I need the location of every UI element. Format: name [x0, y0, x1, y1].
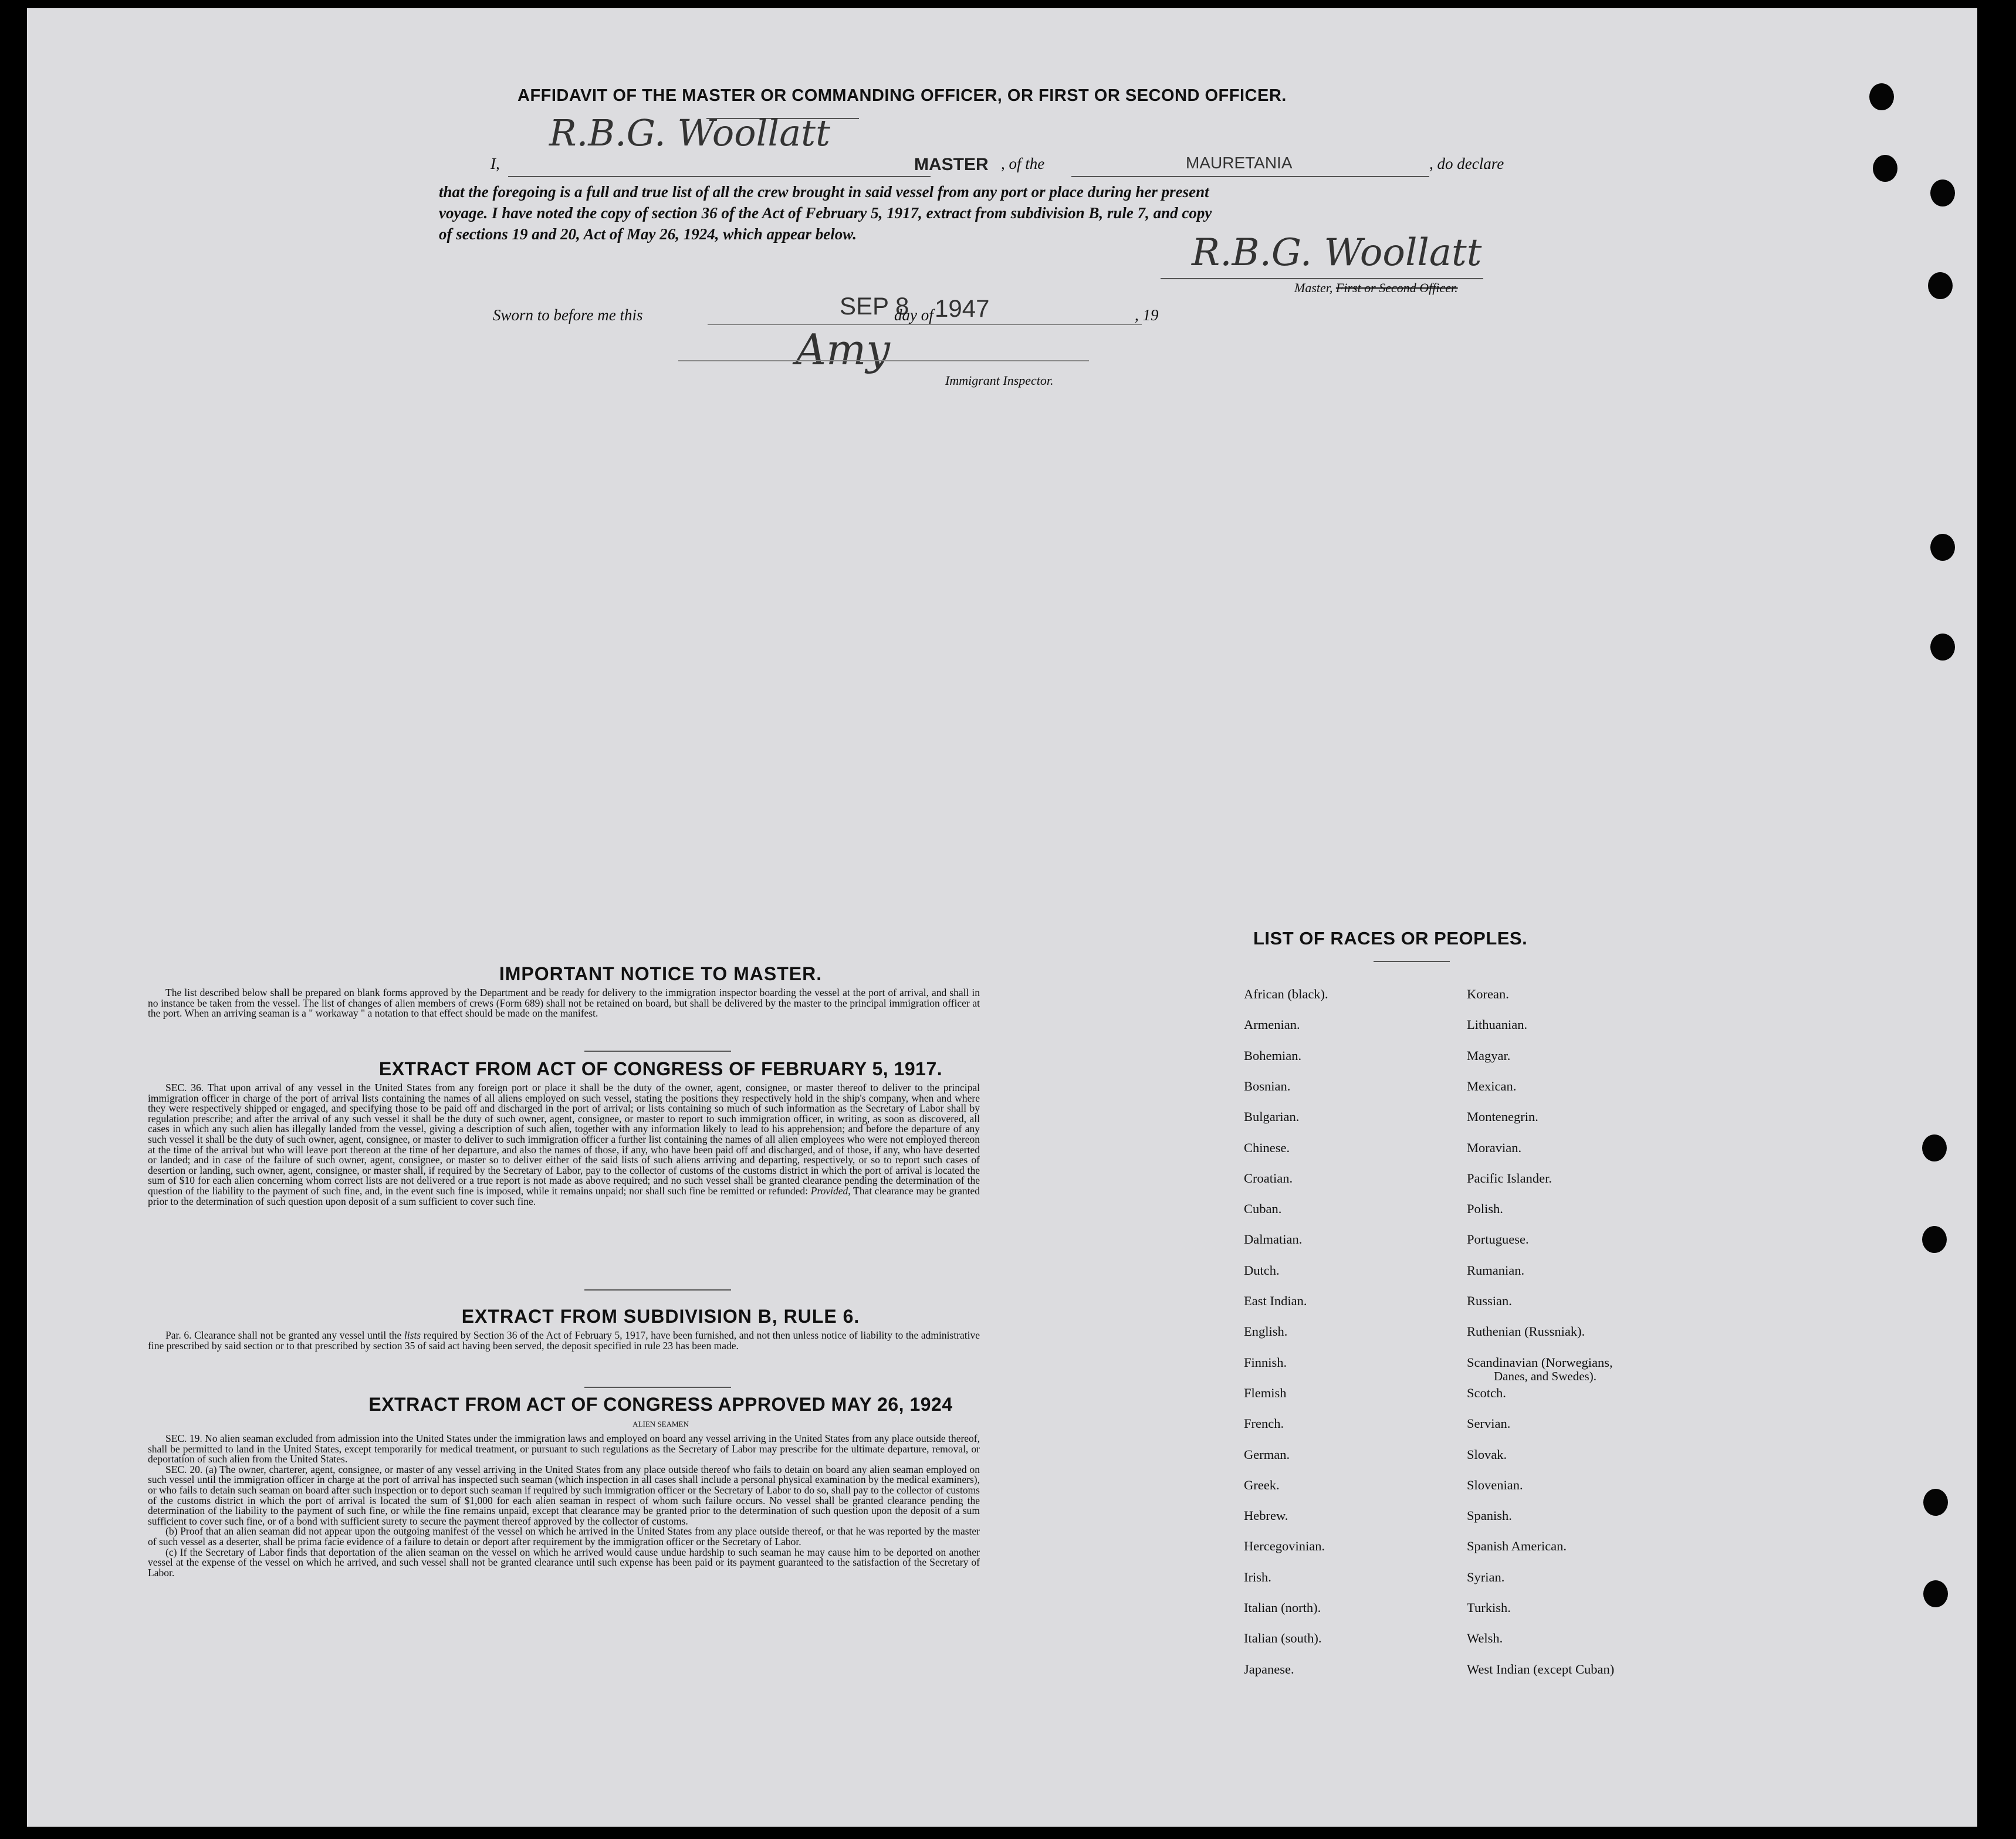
notice-divider: [584, 1051, 731, 1052]
inspector-line: [678, 360, 1089, 361]
race-item-continuation: Danes, and Swedes).: [1494, 1369, 1596, 1383]
race-item: Scandinavian (Norwegians,: [1467, 1354, 1613, 1370]
signature-caption: [1294, 280, 1458, 296]
extract-1924-title: EXTRACT FROM ACT OF CONGRESS APPROVED MAY 26, 1924: [368, 1394, 953, 1415]
race-item: Bosnian.: [1244, 1078, 1291, 1093]
vessel-name: MAURETANIA: [1186, 154, 1293, 172]
year-prefix-label: , 19: [1135, 306, 1159, 324]
extract-1924-block: [148, 1434, 980, 1578]
rule6-title: EXTRACT FROM SUBDIVISION B, RULE 6.: [461, 1306, 860, 1327]
race-item: Dalmatian.: [1244, 1232, 1303, 1247]
race-item: African (black).: [1244, 987, 1328, 1001]
race-item: Rumanian.: [1467, 1262, 1525, 1278]
race-item: Chinese.: [1244, 1140, 1290, 1155]
master-name-line: [508, 176, 931, 177]
race-item: Flemish: [1244, 1385, 1287, 1400]
binder-hole: [1922, 1226, 1947, 1253]
affidavit-heading: AFFIDAVIT OF THE MASTER OR COMMANDING OFFICER, OR FIRST OR SECOND OFFICER.: [517, 86, 1287, 105]
master-name-handwriting: R.B.G. Woollatt: [549, 111, 831, 154]
binder-hole: [1930, 180, 1955, 206]
declaration-line-2: voyage. I have noted the copy of section 36 of the Act of February 5, 1917, extract from subdivision B, rule 7, and copy: [439, 204, 1212, 222]
binder-hole: [1928, 272, 1953, 299]
race-item: Slovak.: [1467, 1447, 1507, 1462]
race-item: Magyar.: [1467, 1048, 1511, 1063]
vessel-line: [1071, 176, 1429, 177]
do-declare-label: , do declare: [1429, 155, 1504, 172]
extract-1917-block: [148, 1083, 980, 1207]
race-item: East Indian.: [1244, 1293, 1307, 1308]
binder-hole: [1930, 534, 1955, 561]
extract-1917-provided: Provided,: [810, 1184, 851, 1197]
race-item: Finnish.: [1244, 1354, 1287, 1370]
race-item: Dutch.: [1244, 1262, 1280, 1278]
signature-caption-master: Master,: [1294, 280, 1333, 295]
binder-hole: [1923, 1580, 1948, 1607]
race-item: Korean.: [1467, 987, 1509, 1001]
races-title-rule: [1374, 961, 1450, 962]
notice-title: IMPORTANT NOTICE TO MASTER.: [499, 963, 823, 984]
signature-caption-struck: First or Second Officer.: [1335, 280, 1458, 295]
extract-1917-text-a: SEC. 36. That upon arrival of any vessel in the United States from any foreign port or place it shall be the duty of the owner, agent, consignee, or master thereof to deliver to the principal immigration officer in charge of the port of arrival lists containing the names of all aliens employed on such vessel, stating the positions they respectively hold in the ship's company, when and where they were respectively shipped or engaged, and specifying those to be paid off and discharged in the port of arrival; or lists containing so much of such information as the Secretary of Labor shall by regulation prescribe; and after the arrival of any such vessel it shall be the duty of such owner, agent, consignee, or master to report to such immigration officer, in writing, as soon as discovered, all cases in which any such alien has illegally landed from the vessel, giving a description of such alien, together with any information likely to lead to his apprehension; and before the departure of any such vessel it shall be the duty of such owner, agent, consignee, or master to deliver to such immigration officer a further list containing the names of all alien employees who were not employed thereon at the time of the arrival but who will leave port thereon at the time of her departure, and also the names of those, if any, who have been paid off and discharged, and of those, if any, who have deserted or landed; and in case of the failure of such owner, agent, consignee, or master so to deliver either of the said lists of such aliens arriving and departing, respectively, or so to report such cases of desertion or landing, such owner, agent, consignee, or master shall, if required by the Secretary of Labor, pay to the collector of customs of the customs district in which the port of arrival is located the sum of $10 for each alien concerning whom correct lists are not delivered or a true report is not made as above required; and no such vessel shall be granted clearance pending the determination of the question of the liability to the payment of such fine, and, in the event such fine is imposed, while it remains unpaid; nor shall such fine be remitted or refunded:: [148, 1082, 980, 1197]
race-item: Pacific Islander.: [1467, 1170, 1552, 1186]
race-item: West Indian (except Cuban): [1467, 1661, 1615, 1677]
affidavit-i-label: I,: [491, 155, 500, 172]
race-item: Syrian.: [1467, 1569, 1505, 1584]
declaration-line-1: that the foregoing is a full and true list of all the crew brought in said vessel from any port or place during her present: [439, 183, 1209, 201]
extract-1917-divider: [584, 1289, 731, 1291]
sec20b-text: (b) Proof that an alien seaman did not appear upon the outgoing manifest of the vessel on which he arrived in the United States from any place outside thereof, or that he was reported by the master of such vessel as a deserter, shall be prima facie evidence of a failure to detain or deport after requirement by the immigration officer or the Secretary of Labor.: [148, 1525, 980, 1547]
race-item: Spanish.: [1467, 1508, 1512, 1523]
rule6-lists: lists: [404, 1329, 421, 1341]
race-item: Ruthenian (Russniak).: [1467, 1324, 1585, 1339]
sec20a-text: SEC. 20. (a) The owner, charterer, agent, consignee, or master of any vessel arriving in the United States from any place outside thereof who fails to detain on board any alien seaman employed on such vessel until the immigration officer in charge at the port of arrival has inspected such seaman (which inspection in all cases shall include a personal physical examination by the medical examiners), or who fails to detain such seaman on board after such inspection or to deport such seaman if required by such immigration officer or the Secretary of Labor to do so, shall pay to the collector of customs of the customs district in which the port of arrival is located the sum of $1,000 for each alien seaman in respect of whom such failure occurs. No vessel shall be granted clearance pending the determination of the liability to the payment of such fine, or while the fine remains unpaid, except that clearance may be granted prior to the determination of such question upon the deposit of a sum sufficient to cover such fine, or of a bond with sufficient surety to secure the payment thereof approved by the collector of customs.: [148, 1463, 980, 1527]
rule6-text-a: Par. 6. Clearance shall not be granted any vessel until the: [165, 1329, 402, 1341]
race-item: French.: [1244, 1416, 1284, 1431]
race-item: Portuguese.: [1467, 1232, 1529, 1247]
extract-1917-title: EXTRACT FROM ACT OF CONGRESS OF FEBRUARY 5, 1917.: [378, 1058, 943, 1079]
sec19-text: SEC. 19. No alien seaman excluded from admission into the United States under the immigration laws and employed on board any vessel arriving in the United States from any place outside thereof, shall be permitted to land in the United States, except temporarily for medical treatment, or pursuant to such regulations as the Secretary of Labor may prescribe for the ultimate departure, removal, or deportation of such alien from the United States.: [148, 1432, 980, 1465]
sworn-year-stamp: 1947: [935, 294, 990, 322]
race-item: Hebrew.: [1244, 1508, 1288, 1523]
race-item: Servian.: [1467, 1416, 1511, 1431]
binder-hole: [1873, 155, 1897, 182]
race-item: Mexican.: [1467, 1078, 1517, 1093]
race-item: Russian.: [1467, 1293, 1512, 1308]
rank-field: MASTER: [914, 155, 989, 174]
race-item: Bulgarian.: [1244, 1109, 1300, 1125]
race-item: Italian (south).: [1244, 1631, 1322, 1646]
race-item: Montenegrin.: [1467, 1109, 1538, 1125]
document-page: [27, 8, 1977, 1827]
race-item: Lithuanian.: [1467, 1017, 1528, 1032]
race-item: Moravian.: [1467, 1140, 1522, 1155]
races-title: LIST OF RACES OR PEOPLES.: [1253, 928, 1528, 949]
race-item: Irish.: [1244, 1569, 1271, 1584]
sworn-label: Sworn to before me this: [493, 306, 643, 324]
of-the-label: , of the: [1001, 155, 1045, 172]
signature-line: [1161, 278, 1483, 279]
notice-text: The list described below shall be prepared on blank forms approved by the Department and be ready for delivery to the immigration inspector boarding the vessel at the port of arrival, and shall in no instance be taken from the vessel. The list of changes of alien members of crews (Form 689) shall not be retained on board, but shall be delivered by the master to the principal immigration officer at the port. When an arriving seaman is a " workaway " a notation to that effect should be made on the manifest.: [148, 987, 980, 1020]
sworn-date-stamp: SEP 8: [840, 292, 909, 320]
declaration-line-3: of sections 19 and 20, Act of May 26, 1924, which appear below.: [439, 225, 857, 243]
race-item: Slovenian.: [1467, 1477, 1523, 1492]
race-item: Bohemian.: [1244, 1048, 1302, 1063]
day-of-label: day of: [894, 306, 933, 324]
master-signature: R.B.G. Woollatt: [1192, 231, 1482, 275]
race-item: Welsh.: [1467, 1631, 1503, 1646]
race-item: Cuban.: [1244, 1201, 1282, 1217]
race-item: Armenian.: [1244, 1017, 1300, 1032]
race-item: Turkish.: [1467, 1600, 1511, 1615]
notice-text-block: [148, 988, 980, 1019]
race-item: Polish.: [1467, 1201, 1503, 1217]
rule6-block: [148, 1330, 980, 1351]
binder-hole: [1922, 1134, 1947, 1161]
race-item: Italian (north).: [1244, 1600, 1321, 1615]
inspector-signature: Amy: [796, 325, 890, 374]
binder-hole: [1869, 83, 1894, 110]
extract-1917-text-b: That clearance may be granted prior to the determination of such question upon deposit of a sum sufficient to cover such fine.: [148, 1184, 980, 1207]
extract-1924-subtitle: ALIEN SEAMEN: [632, 1420, 689, 1428]
inspector-label: Immigrant Inspector.: [945, 373, 1054, 388]
race-item: English.: [1244, 1324, 1288, 1339]
race-item: Japanese.: [1244, 1661, 1294, 1677]
sec20c-text: (c) If the Secretary of Labor finds that deportation of the alien seaman on the vessel on which he arrived would cause undue hardship to such seaman he may cause him to be deported on another vessel at the expense of the vessel on which he arrived, and such vessel shall not be granted clearance until such expense has been paid or its payment guaranteed to the satisfaction of the Secretary of Labor.: [148, 1546, 980, 1579]
binder-hole: [1930, 634, 1955, 661]
race-item: Hercegovinian.: [1244, 1539, 1325, 1554]
rule6-text-b: required by Section 36 of the Act of February 5, 1917, have been furnished, and not then unless notice of liability to the administrative fine prescribed by said section or to that prescribed by section 35 of said act having been served, the deposit specified in rule 23 has been made.: [148, 1329, 980, 1352]
race-item: Croatian.: [1244, 1170, 1293, 1186]
rule6-divider: [584, 1387, 731, 1388]
race-item: Greek.: [1244, 1477, 1280, 1492]
race-item: Spanish American.: [1467, 1539, 1567, 1554]
binder-hole: [1923, 1489, 1948, 1516]
race-item: Scotch.: [1467, 1385, 1506, 1400]
race-item: German.: [1244, 1447, 1290, 1462]
